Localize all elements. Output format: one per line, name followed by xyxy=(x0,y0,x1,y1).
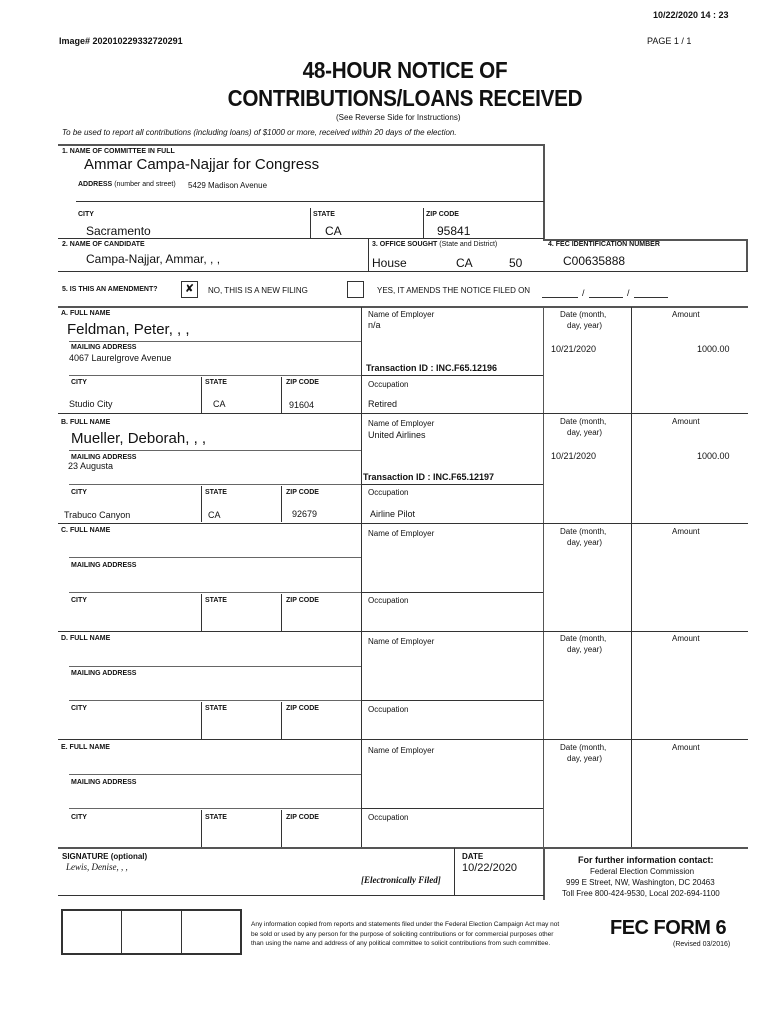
name-underline xyxy=(69,557,361,558)
contributor-name: Mueller, Deborah, , , xyxy=(71,430,207,447)
full-name-label: C. FULL NAME xyxy=(61,527,111,534)
city-label: CITY xyxy=(71,379,87,386)
signature-bottom-line xyxy=(58,895,544,896)
office-use-divider-2 xyxy=(181,911,182,953)
employer-value: United Airlines xyxy=(368,430,426,440)
office-use-boxes xyxy=(61,909,242,955)
contact-line1: Federal Election Commission xyxy=(590,867,695,876)
committee-address-line xyxy=(76,201,544,202)
form-name: FEC FORM 6 xyxy=(610,917,727,939)
disclaimer-text xyxy=(251,920,559,949)
committee-name: Ammar Campa-Najjar for Congress xyxy=(84,156,320,173)
employer-label: Name of Employer xyxy=(368,310,435,319)
date-label-2: day, year) xyxy=(567,321,602,330)
city-label: CITY xyxy=(71,489,87,496)
section-divider-cd xyxy=(58,631,748,632)
state-label: STATE xyxy=(205,597,227,604)
zip-label: ZIP CODE xyxy=(286,814,319,821)
occupation-label: Occupation xyxy=(368,813,409,822)
address-underline xyxy=(69,484,361,485)
checkmark-icon: ✘ xyxy=(184,283,195,295)
state-label: STATE xyxy=(205,379,227,386)
state-label: STATE xyxy=(205,489,227,496)
amount-column-divider xyxy=(631,307,632,847)
committee-bottom-line xyxy=(58,238,544,239)
mailing-address: 23 Augusta xyxy=(68,461,114,471)
transaction-id: Transaction ID : INC.F65.12196 xyxy=(366,363,498,373)
state-divider xyxy=(201,702,202,739)
new-filing-label: NO, THIS IS A NEW FILING xyxy=(208,286,308,295)
committee-address-hint: (number and street) xyxy=(114,181,176,188)
date-label-1: Date (month, xyxy=(560,634,607,643)
zip-divider xyxy=(281,810,282,847)
city-label: CITY xyxy=(71,597,87,604)
contact-box-divider xyxy=(543,848,545,900)
committee-city-label: CITY xyxy=(78,211,94,218)
occupation-value: Retired xyxy=(368,399,398,409)
office-left-divider xyxy=(368,239,369,272)
date-label-2: day, year) xyxy=(567,754,602,763)
occupation-label: Occupation xyxy=(368,705,409,714)
city-label: CITY xyxy=(71,705,87,712)
state-value: CA xyxy=(208,510,221,520)
date-label-2: day, year) xyxy=(567,538,602,547)
amendment-yes-label: YES, IT AMENDS THE NOTICE FILED ON xyxy=(377,286,531,295)
amount-value: 1000.00 xyxy=(697,451,730,461)
date-value: 10/21/2020 xyxy=(551,344,597,354)
zip-value: 91604 xyxy=(289,400,315,410)
committee-address-label: ADDRESS xyxy=(78,181,113,188)
zip-divider xyxy=(281,377,282,413)
form-title-line2: CONTRIBUTIONS/LOANS RECEIVED xyxy=(227,85,583,111)
candidate-name-label: 2. NAME OF CANDIDATE xyxy=(62,241,145,248)
amount-value: 1000.00 xyxy=(697,344,730,354)
mailing-address-label: MAILING ADDRESS xyxy=(71,454,137,461)
signature-date: 10/22/2020 xyxy=(462,862,518,874)
state-label: STATE xyxy=(205,705,227,712)
committee-address-label-row xyxy=(78,181,176,188)
committee-zip-divider xyxy=(423,208,424,238)
city-value: Studio City xyxy=(69,399,113,409)
signature-name: Lewis, Denise, , , xyxy=(66,862,128,872)
office-sought-label-row xyxy=(372,241,497,248)
candidate-name: Campa-Najjar, Ammar, , , xyxy=(86,252,221,266)
occupation-label: Occupation xyxy=(368,380,409,389)
form-revised: (Revised 03/2016) xyxy=(673,941,731,948)
occupation-value: Airline Pilot xyxy=(370,509,416,519)
name-underline xyxy=(69,774,361,775)
amend-date-month-line[interactable] xyxy=(542,297,578,298)
city-value: Trabuco Canyon xyxy=(64,510,131,520)
full-name-label: A. FULL NAME xyxy=(61,310,111,317)
state-divider xyxy=(201,377,202,413)
fec-id: C00635888 xyxy=(563,254,626,268)
filing-timestamp: 10/22/2020 14 : 23 xyxy=(653,10,729,20)
section-divider-de xyxy=(58,739,748,740)
date-column-divider xyxy=(543,307,544,847)
name-underline xyxy=(69,666,361,667)
committee-name-label: 1. NAME OF COMMITTEE IN FULL xyxy=(62,148,175,155)
disclaimer-line3: than using the name and address of any political committee to solicit contributions from such committee. xyxy=(251,940,551,947)
occupation-top-line xyxy=(361,592,543,593)
amount-label: Amount xyxy=(672,310,700,319)
committee-state: CA xyxy=(325,224,342,238)
contributor-name: Feldman, Peter, , , xyxy=(67,321,190,338)
signature-label: SIGNATURE (optional) xyxy=(62,852,148,861)
employer-value: n/a xyxy=(368,320,381,330)
disclaimer-line2: be sold or used by any person for the purpose of soliciting contributions or for commercial purposes other xyxy=(251,930,554,938)
name-underline xyxy=(69,450,361,451)
mailing-address-label: MAILING ADDRESS xyxy=(71,670,137,677)
form-title-line1: 48-HOUR NOTICE OF xyxy=(302,57,508,83)
state-divider xyxy=(201,594,202,631)
contributions-top-border xyxy=(58,306,748,308)
date-box-divider xyxy=(454,848,455,895)
office-use-divider-1 xyxy=(121,911,122,953)
contributions-bottom-border xyxy=(58,847,748,849)
employer-label: Name of Employer xyxy=(368,419,435,428)
mailing-address-label: MAILING ADDRESS xyxy=(71,344,137,351)
address-underline xyxy=(69,592,361,593)
city-label: CITY xyxy=(71,814,87,821)
occupation-top-line xyxy=(361,808,543,809)
amount-label: Amount xyxy=(672,634,700,643)
disclaimer-line1: Any information copied from reports and statements filed under the Federal Election Campaign Act may not xyxy=(251,921,560,928)
employer-label: Name of Employer xyxy=(368,637,435,646)
office-sought-hint: (State and District) xyxy=(439,241,498,248)
state-value: CA xyxy=(213,399,226,409)
contact-line3: Toll Free 800-424-9530, Local 202-694-1100 xyxy=(562,889,720,898)
address-underline xyxy=(69,375,361,376)
zip-label: ZIP CODE xyxy=(286,379,319,386)
committee-zip-label: ZIP CODE xyxy=(426,211,459,218)
electronically-filed: [Electronically Filed] xyxy=(361,875,441,885)
image-number: Image# 202010229332720291 xyxy=(59,36,183,46)
see-reverse-note: (See Reverse Side for Instructions) xyxy=(336,113,461,122)
occupation-label: Occupation xyxy=(368,596,409,605)
page-number: PAGE 1 / 1 xyxy=(647,36,692,46)
contact-line2: 999 E Street, NW, Washington, DC 20463 xyxy=(566,878,715,887)
full-name-label: E. FULL NAME xyxy=(61,744,110,751)
office-state: CA xyxy=(456,256,473,270)
date-label-2: day, year) xyxy=(567,428,602,437)
occupation-top-line xyxy=(361,484,543,485)
amend-date-sep-1: / xyxy=(582,288,585,298)
committee-state-divider xyxy=(310,208,311,238)
employer-column-divider xyxy=(361,307,362,847)
office-sought: House xyxy=(372,256,407,270)
transaction-id: Transaction ID : INC.F65.12197 xyxy=(363,472,495,482)
amend-date-year-line[interactable] xyxy=(634,297,668,298)
state-divider xyxy=(201,486,202,522)
instruction-text: To be used to report all contributions (including loans) of $1000 or more, received within 20 days of the election. xyxy=(62,128,457,137)
zip-divider xyxy=(281,594,282,631)
address-underline xyxy=(69,808,361,809)
address-underline xyxy=(69,700,361,701)
fec-id-label: 4. FEC IDENTIFICATION NUMBER xyxy=(548,241,660,248)
office-sought-label: 3. OFFICE SOUGHT xyxy=(372,241,438,248)
candidate-bottom-line xyxy=(58,271,748,272)
mailing-address-label: MAILING ADDRESS xyxy=(71,562,137,569)
name-underline xyxy=(69,341,361,342)
zip-value: 92679 xyxy=(292,509,318,519)
state-label: STATE xyxy=(205,814,227,821)
mailing-address-label: MAILING ADDRESS xyxy=(71,779,137,786)
date-label-2: day, year) xyxy=(567,645,602,654)
signature-date-label: DATE xyxy=(462,852,484,861)
committee-state-label: STATE xyxy=(313,211,335,218)
date-value: 10/21/2020 xyxy=(551,451,597,461)
date-label-1: Date (month, xyxy=(560,527,607,536)
full-name-label: D. FULL NAME xyxy=(61,635,111,642)
amend-date-sep-2: / xyxy=(627,288,630,298)
committee-top-border xyxy=(58,144,544,146)
amend-date-day-line[interactable] xyxy=(589,297,623,298)
date-label-1: Date (month, xyxy=(560,743,607,752)
employer-label: Name of Employer xyxy=(368,746,435,755)
zip-label: ZIP CODE xyxy=(286,705,319,712)
new-filing-checkbox[interactable] xyxy=(181,281,198,298)
employer-label: Name of Employer xyxy=(368,529,435,538)
committee-zip: 95841 xyxy=(437,224,471,238)
committee-city: Sacramento xyxy=(86,224,151,238)
date-label-1: Date (month, xyxy=(560,310,607,319)
amount-label: Amount xyxy=(672,417,700,426)
zip-divider xyxy=(281,486,282,522)
occupation-label: Occupation xyxy=(368,488,409,497)
state-divider xyxy=(201,810,202,847)
amendment-checkbox[interactable] xyxy=(347,281,364,298)
amount-label: Amount xyxy=(672,743,700,752)
full-name-label: B. FULL NAME xyxy=(61,419,111,426)
occupation-top-line xyxy=(361,700,543,701)
amount-label: Amount xyxy=(672,527,700,536)
section-divider-bc xyxy=(58,523,748,524)
date-label-1: Date (month, xyxy=(560,417,607,426)
committee-right-border xyxy=(543,144,545,240)
contact-heading: For further information contact: xyxy=(578,855,714,865)
section-divider-ab xyxy=(58,413,748,414)
fec-id-right-border xyxy=(746,239,748,272)
zip-label: ZIP CODE xyxy=(286,489,319,496)
committee-address: 5429 Madison Avenue xyxy=(188,181,268,190)
amendment-label: 5. IS THIS AN AMENDMENT? xyxy=(62,286,158,293)
mailing-address: 4067 Laurelgrove Avenue xyxy=(69,353,172,363)
zip-divider xyxy=(281,702,282,739)
occupation-top-line xyxy=(361,375,543,376)
zip-label: ZIP CODE xyxy=(286,597,319,604)
office-district: 50 xyxy=(509,256,523,270)
